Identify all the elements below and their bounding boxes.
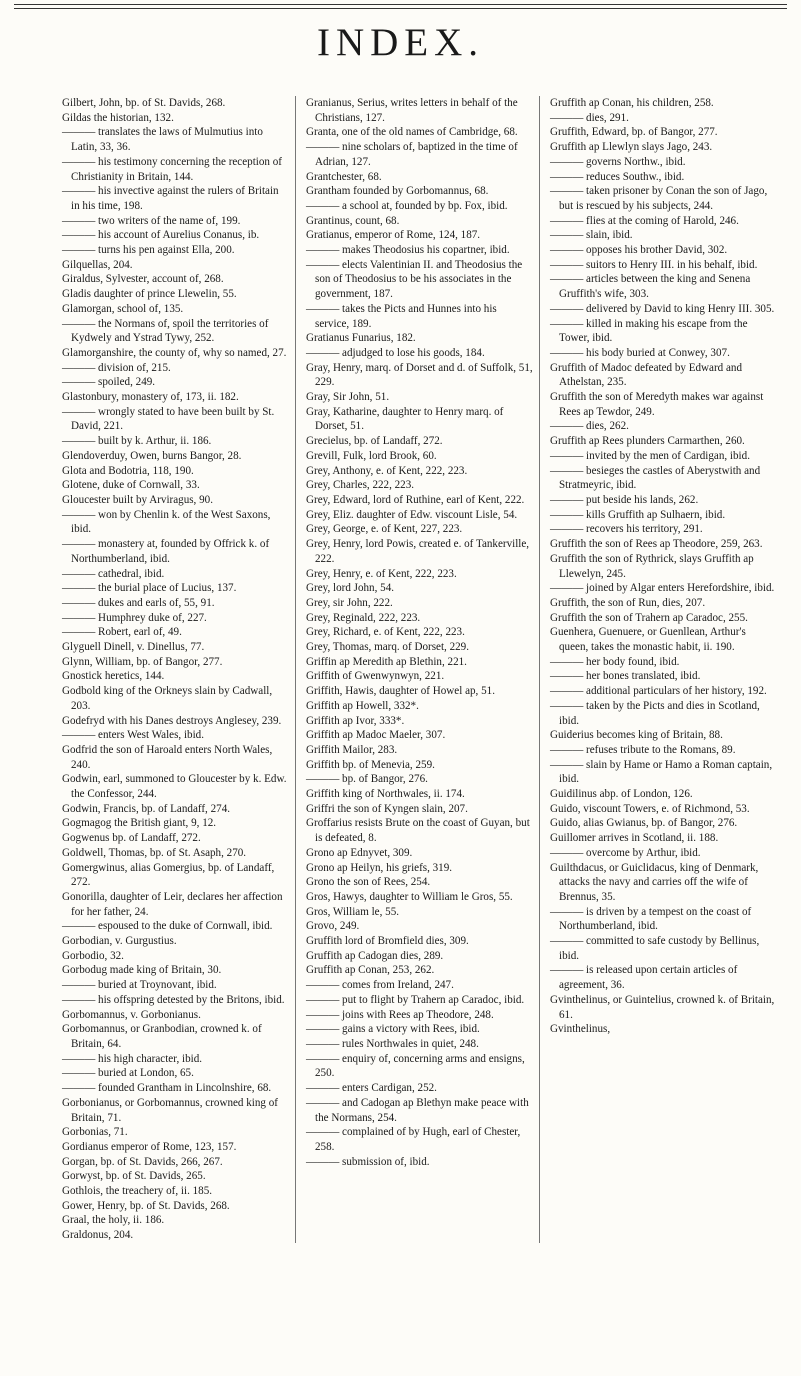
index-entry: ——— is released upon certain articles of agreement, 36. (550, 964, 738, 992)
index-entry: ——— refuses tribute to the Romans, 89. (550, 743, 736, 756)
page-title: INDEX. (316, 21, 485, 64)
index-entry: ——— taken by the Picts and dies in Scotland, ibid. (550, 699, 760, 727)
index-entry: ——— elects Valentinian II. and Theodosius the son of Theodosius to be his associates in the government, 187. (306, 258, 523, 301)
index-entry: Grevill, Fulk, lord Brook, 60. (306, 449, 437, 462)
index-entry: ——— buried at Troynovant, ibid. (62, 979, 217, 992)
index-entry: ——— articles between the king and Senena Gruffith's wife, 303. (550, 273, 751, 301)
index-entry: ——— comes from Ireland, 247. (306, 979, 454, 992)
index-entry: ——— complained of by Hugh, earl of Chester, 258. (306, 1126, 521, 1153)
index-entry: Gruffith of Madoc defeated by Edward and Athelstan, 235. (550, 361, 743, 389)
index-entry: Guenhera, Guenuere, or Guenllean, Arthur's queen, takes the monastic habit, ii. 190. (550, 626, 746, 654)
index-entry: Guido, viscount Towers, e. of Richmond, 53. (550, 802, 750, 815)
index-entry: Griffith ap Madoc Maeler, 307. (306, 729, 446, 742)
index-entry: ——— his offspring detested by the Britons, ibid. (62, 993, 285, 1006)
index-entry: ——— her body found, ibid. (550, 655, 680, 668)
index-entry: Gonorilla, daughter of Leir, declares her affection for her father, 24. (62, 890, 283, 918)
index-entry: Guillomer arrives in Scotland, ii. 188. (550, 832, 719, 845)
index-entry: Gvinthelinus, or Guintelius, crowned k. of Britain, 61. (550, 993, 775, 1021)
index-columns (62, 96, 777, 1243)
index-entry: Grey, Anthony, e. of Kent, 222, 223. (306, 464, 468, 477)
index-entry: Grantchester, 68. (306, 170, 382, 183)
index-entry: ——— suitors to Henry III. in his behalf, ibid. (550, 258, 758, 271)
index-entry: ——— overcome by Arthur, ibid. (550, 846, 701, 859)
index-entry: Glendoverduy, Owen, burns Bangor, 28. (62, 449, 242, 462)
index-entry: Grey, Thomas, marq. of Dorset, 229. (306, 641, 469, 654)
index-entry: Gruffith, the son of Run, dies, 207. (550, 596, 706, 609)
index-entry: Gilbert, John, bp. of St. Davids, 268. (62, 97, 226, 109)
index-entry: ——— invited by the men of Cardigan, ibid. (550, 449, 750, 462)
index-entry: Gorwyst, bp. of St. Davids, 265. (62, 1170, 206, 1183)
index-entry: Griffith, Hawis, daughter of Howel ap, 51. (306, 685, 495, 698)
index-entry: Gorbodug made king of Britain, 30. (62, 964, 222, 977)
index-entry: Gower, Henry, bp. of St. Davids, 268. (62, 1199, 230, 1212)
index-entry: ——— a school at, founded by bp. Fox, ibid. (306, 199, 508, 212)
index-entry: ——— his high character, ibid. (62, 1052, 203, 1065)
index-entry: Gruffith ap Conan, 253, 262. (306, 964, 435, 977)
index-entry: ——— cathedral, ibid. (62, 567, 165, 580)
index-entry: ——— buried at London, 65. (62, 1067, 194, 1080)
index-entry: Gorbodio, 32. (62, 949, 124, 962)
index-entry: Godefryd with his Danes destroys Anglesey, 239. (62, 714, 282, 727)
index-entry: Giraldus, Sylvester, account of, 268. (62, 273, 224, 286)
index-entry: Godwin, earl, summoned to Gloucester by k. Edw. the Confessor, 244. (62, 773, 287, 801)
index-entry: ——— enters West Wales, ibid. (62, 729, 205, 742)
index-entry: Gray, Henry, marq. of Dorset and d. of Suffolk, 51, 229. (306, 361, 533, 389)
index-entry: Gros, William le, 55. (306, 905, 400, 918)
index-entry: Griffin ap Meredith ap Blethin, 221. (306, 655, 467, 668)
index-entry: Glotene, duke of Cornwall, 33. (62, 479, 200, 492)
index-entry: Glamorgan, school of, 135. (62, 302, 184, 315)
index-entry: ——— wrongly stated to have been built by St. David, 221. (62, 405, 275, 433)
index-entry: Gogwenus bp. of Landaff, 272. (62, 832, 201, 845)
index-entry: ——— dukes and earls of, 55, 91. (62, 596, 215, 609)
index-entry: ——— additional particulars of her history, 192. (550, 685, 767, 698)
index-entry: ——— makes Theodosius his copartner, ibid. (306, 244, 510, 257)
index-entry: Gruffith ap Cadogan dies, 289. (306, 949, 444, 962)
index-entry: Griffith of Gwenwynwyn, 221. (306, 670, 445, 683)
index-entry: ——— division of, 215. (62, 361, 171, 374)
index-entry: Grey, Eliz. daughter of Edw. viscount Lisle, 54. (306, 508, 518, 521)
index-entry: Gomergwinus, alias Gomergius, bp. of Landaff, 272. (62, 861, 275, 889)
index-entry: Grey, Henry, lord Powis, created e. of Tankerville, 222. (306, 538, 530, 565)
index-column-1 (62, 96, 296, 1243)
index-entry: Gruffith, Edward, bp. of Bangor, 277. (550, 126, 718, 139)
index-entry: ——— enquiry of, concerning arms and ensigns, 250. (306, 1052, 525, 1080)
index-entry: Gruffith ap Conan, his children, 258. (550, 97, 714, 109)
index-entry: Gros, Hawys, daughter to William le Gros, 55. (306, 890, 513, 903)
index-entry: Griffith Mailor, 283. (306, 743, 398, 756)
index-entry: Glota and Bodotria, 118, 190. (62, 464, 194, 477)
index-entry: ——— dies, 262. (550, 420, 629, 433)
index-entry: Gruffith the son of Trahern ap Caradoc, 255. (550, 611, 748, 624)
index-entry: ——— takes the Picts and Hunnes into his service, 189. (306, 302, 497, 330)
index-entry: Gothlois, the treachery of, ii. 185. (62, 1185, 213, 1198)
index-entry: Grono the son of Rees, 254. (306, 876, 431, 889)
index-entry: Glyguell Dinell, v. Dinellus, 77. (62, 641, 205, 654)
index-entry: Gvinthelinus, (550, 1023, 611, 1036)
index-entry: ——— her bones translated, ibid. (550, 670, 701, 683)
index-entry: Granianus, Serius, writes letters in behalf of the Christians, 127. (306, 97, 518, 124)
index-entry: ——— the burial place of Lucius, 137. (62, 582, 237, 595)
index-entry: Gildas the historian, 132. (62, 111, 174, 124)
index-entry: Gnostick heretics, 144. (62, 670, 165, 683)
index-entry: Gruffith the son of Rythrick, slays Gruffith ap Llewelyn, 245. (550, 552, 754, 580)
index-entry: Grey, Henry, e. of Kent, 222, 223. (306, 567, 457, 580)
index-entry: Goldwell, Thomas, bp. of St. Asaph, 270. (62, 846, 247, 859)
index-entry: Gray, Sir John, 51. (306, 391, 390, 404)
index-entry: Griffith ap Howell, 332*. (306, 699, 419, 712)
index-entry: Gruffith the son of Meredyth makes war against Rees ap Tewdor, 249. (550, 391, 764, 418)
index-entry: ——— his testimony concerning the reception of Christianity in Britain, 144. (62, 155, 282, 183)
index-entry: ——— and Cadogan ap Blethyn make peace with the Normans, 254. (306, 1096, 529, 1124)
index-entry: Gorbomannus, or Granbodian, crowned k. of Britain, 64. (62, 1023, 262, 1050)
index-entry: ——— won by Chenlin k. of the West Saxons, ibid. (62, 508, 271, 536)
index-entry: ——— founded Grantham in Lincolnshire, 68. (62, 1082, 272, 1095)
index-entry: Gorbonianus, or Gorbomannus, crowned king of Britain, 71. (62, 1096, 278, 1124)
index-entry: ——— two writers of the name of, 199. (62, 214, 241, 227)
index-entry: Gilquellas, 204. (62, 258, 133, 271)
index-entry: ——— delivered by David to king Henry III. 305. (550, 302, 775, 315)
index-entry: Grey, lord John, 54. (306, 582, 395, 595)
index-entry: Griffith king of Northwales, ii. 174. (306, 788, 465, 801)
index-entry: ——— slain, ibid. (550, 229, 633, 242)
index-entry: ——— flies at the coming of Harold, 246. (550, 214, 739, 227)
index-entry: Gorbodian, v. Gurgustius. (62, 935, 177, 948)
index-entry: Griffith bp. of Menevia, 259. (306, 758, 435, 771)
index-entry: ——— his account of Aurelius Conanus, ib. (62, 229, 260, 242)
index-entry: Grantham founded by Gorbomannus, 68. (306, 185, 489, 198)
index-entry: ——— taken prisoner by Conan the son of Jago, but is rescued by his subjects, 244. (550, 185, 768, 212)
top-rule-2 (14, 8, 787, 9)
index-entry: Gladis daughter of prince Llewelin, 55. (62, 288, 237, 301)
index-entry: Grey, George, e. of Kent, 227, 223. (306, 523, 463, 536)
index-entry: Godwin, Francis, bp. of Landaff, 274. (62, 802, 231, 815)
index-entry: ——— put to flight by Trahern ap Caradoc, ibid. (306, 993, 525, 1006)
index-entry: ——— killed in making his escape from the Tower, ibid. (550, 317, 748, 345)
index-entry: ——— put beside his lands, 262. (550, 493, 699, 506)
index-entry: ——— slain by Hame or Hamo a Roman captain, ibid. (550, 758, 773, 786)
index-entry: ——— Robert, earl of, 49. (62, 626, 182, 639)
index-entry: Grey, Richard, e. of Kent, 222, 223. (306, 626, 465, 639)
index-entry: Guido, alias Gwianus, bp. of Bangor, 276. (550, 817, 738, 830)
index-entry: Grey, Reginald, 222, 223. (306, 611, 421, 624)
index-entry: ——— joins with Rees ap Theodore, 248. (306, 1008, 494, 1021)
index-entry: ——— turns his pen against Ella, 200. (62, 244, 235, 257)
index-entry: Grantinus, count, 68. (306, 214, 400, 227)
index-entry: ——— submission of, ibid. (306, 1155, 430, 1168)
index-entry: Glastonbury, monastery of, 173, ii. 182. (62, 391, 239, 404)
index-entry: Gloucester built by Arviragus, 90. (62, 493, 213, 506)
index-entry: Grey, sir John, 222. (306, 596, 393, 609)
index-entry: ——— besieges the castles of Aberystwith and Stratmeyric, ibid. (550, 464, 761, 492)
index-entry: Guiderius becomes king of Britain, 88. (550, 729, 723, 742)
index-entry: ——— opposes his brother David, 302. (550, 244, 728, 257)
index-entry: Grovo, 249. (306, 920, 360, 933)
index-entry: ——— nine scholars of, baptized in the time of Adrian, 127. (306, 141, 518, 168)
index-entry: ——— adjudged to lose his goods, 184. (306, 346, 485, 359)
index-entry: ——— rules Northwales in quiet, 248. (306, 1038, 479, 1050)
index-entry: Glamorganshire, the county of, why so named, 27. (62, 346, 287, 359)
index-entry: Gorgan, bp. of St. Davids, 266, 267. (62, 1155, 223, 1168)
index-entry: Gordianus emperor of Rome, 123, 157. (62, 1140, 237, 1153)
index-entry: ——— monastery at, founded by Offrick k. of Northumberland, ibid. (62, 538, 270, 565)
index-entry: Granta, one of the old names of Cambridge, 68. (306, 126, 518, 139)
index-entry: ——— enters Cardigan, 252. (306, 1082, 437, 1095)
top-rule (14, 4, 787, 5)
index-entry: Griffri the son of Kyngen slain, 207. (306, 802, 468, 815)
index-entry: Grey, Charles, 222, 223. (306, 479, 415, 492)
index-entry: ——— reduces Southw., ibid. (550, 170, 685, 183)
index-entry: ——— dies, 291. (550, 111, 629, 124)
index-entry: Gray, Katharine, daughter to Henry marq. of Dorset, 51. (306, 405, 504, 433)
index-entry: ——— recovers his territory, 291. (550, 523, 703, 536)
index-entry: Gruffith ap Rees plunders Carmarthen, 260. (550, 435, 745, 448)
index-entry: Grono ap Ednyvet, 309. (306, 846, 413, 859)
index-entry: Gruffith ap Llewlyn slays Jago, 243. (550, 141, 713, 154)
index-entry: Gorbonias, 71. (62, 1126, 128, 1139)
index-entry: ——— spoiled, 249. (62, 376, 156, 389)
index-entry: Griffith ap Ivor, 333*. (306, 714, 405, 727)
index-entry: ——— gains a victory with Rees, ibid. (306, 1023, 480, 1036)
index-entry: ——— espoused to the duke of Cornwall, ibid. (62, 920, 273, 933)
index-entry: ——— his invective against the rulers of Britain in his time, 198. (62, 185, 279, 212)
index-entry: Graal, the holy, ii. 186. (62, 1214, 165, 1227)
index-entry: Groffarius resists Brute on the coast of Guyan, but is defeated, 8. (306, 817, 530, 845)
index-column-2 (306, 96, 540, 1243)
index-entry: Gorbomannus, v. Gorbonianus. (62, 1008, 201, 1021)
index-entry: Grono ap Heilyn, his griefs, 319. (306, 861, 453, 874)
index-entry: Grecielus, bp. of Landaff, 272. (306, 435, 443, 448)
index-entry: Guilthdacus, or Guiclidacus, king of Denmark, attacks the navy and carries off the wife of Brennus, 35. (550, 861, 759, 903)
index-entry: ——— kills Gruffith ap Sulhaern, ibid. (550, 508, 726, 521)
index-entry: Grey, Edward, lord of Ruthine, earl of Kent, 222. (306, 493, 525, 506)
index-entry: Glynn, William, bp. of Bangor, 277. (62, 655, 223, 668)
index-entry: Gratianus, emperor of Rome, 124, 187. (306, 229, 481, 242)
index-entry: ——— joined by Algar enters Herefordshire, ibid. (550, 582, 775, 595)
index-entry: Gruffith lord of Bromfield dies, 309. (306, 935, 469, 948)
index-entry: ——— translates the laws of Mulmutius into Latin, 33, 36. (62, 126, 263, 154)
index-entry: Godfrid the son of Haroald enters North Wales, 240. (62, 743, 273, 771)
index-entry: ——— is driven by a tempest on the coast of Northumberland, ibid. (550, 905, 752, 933)
index-entry: ——— Humphrey duke of, 227. (62, 611, 207, 624)
index-entry: Gruffith the son of Rees ap Theodore, 259, 263. (550, 538, 763, 551)
index-entry: Gogmagog the British giant, 9, 12. (62, 817, 217, 830)
index-entry: ——— governs Northw., ibid. (550, 155, 686, 168)
index-entry: Guidilinus abp. of London, 126. (550, 788, 693, 801)
index-entry: Graldonus, 204. (62, 1229, 134, 1242)
index-entry: ——— built by k. Arthur, ii. 186. (62, 435, 212, 448)
index-entry: Gratianus Funarius, 182. (306, 332, 416, 345)
index-entry: ——— bp. of Bangor, 276. (306, 773, 428, 786)
index-entry: ——— his body buried at Conwey, 307. (550, 346, 730, 359)
index-entry: ——— committed to safe custody by Bellinus, ibid. (550, 935, 760, 962)
index-column-3 (550, 96, 777, 1243)
index-entry: ——— the Normans of, spoil the territories of Kydwely and Ystrad Tywy, 252. (62, 317, 269, 345)
index-entry: Godbold king of the Orkneys slain by Cadwall, 203. (62, 685, 273, 712)
